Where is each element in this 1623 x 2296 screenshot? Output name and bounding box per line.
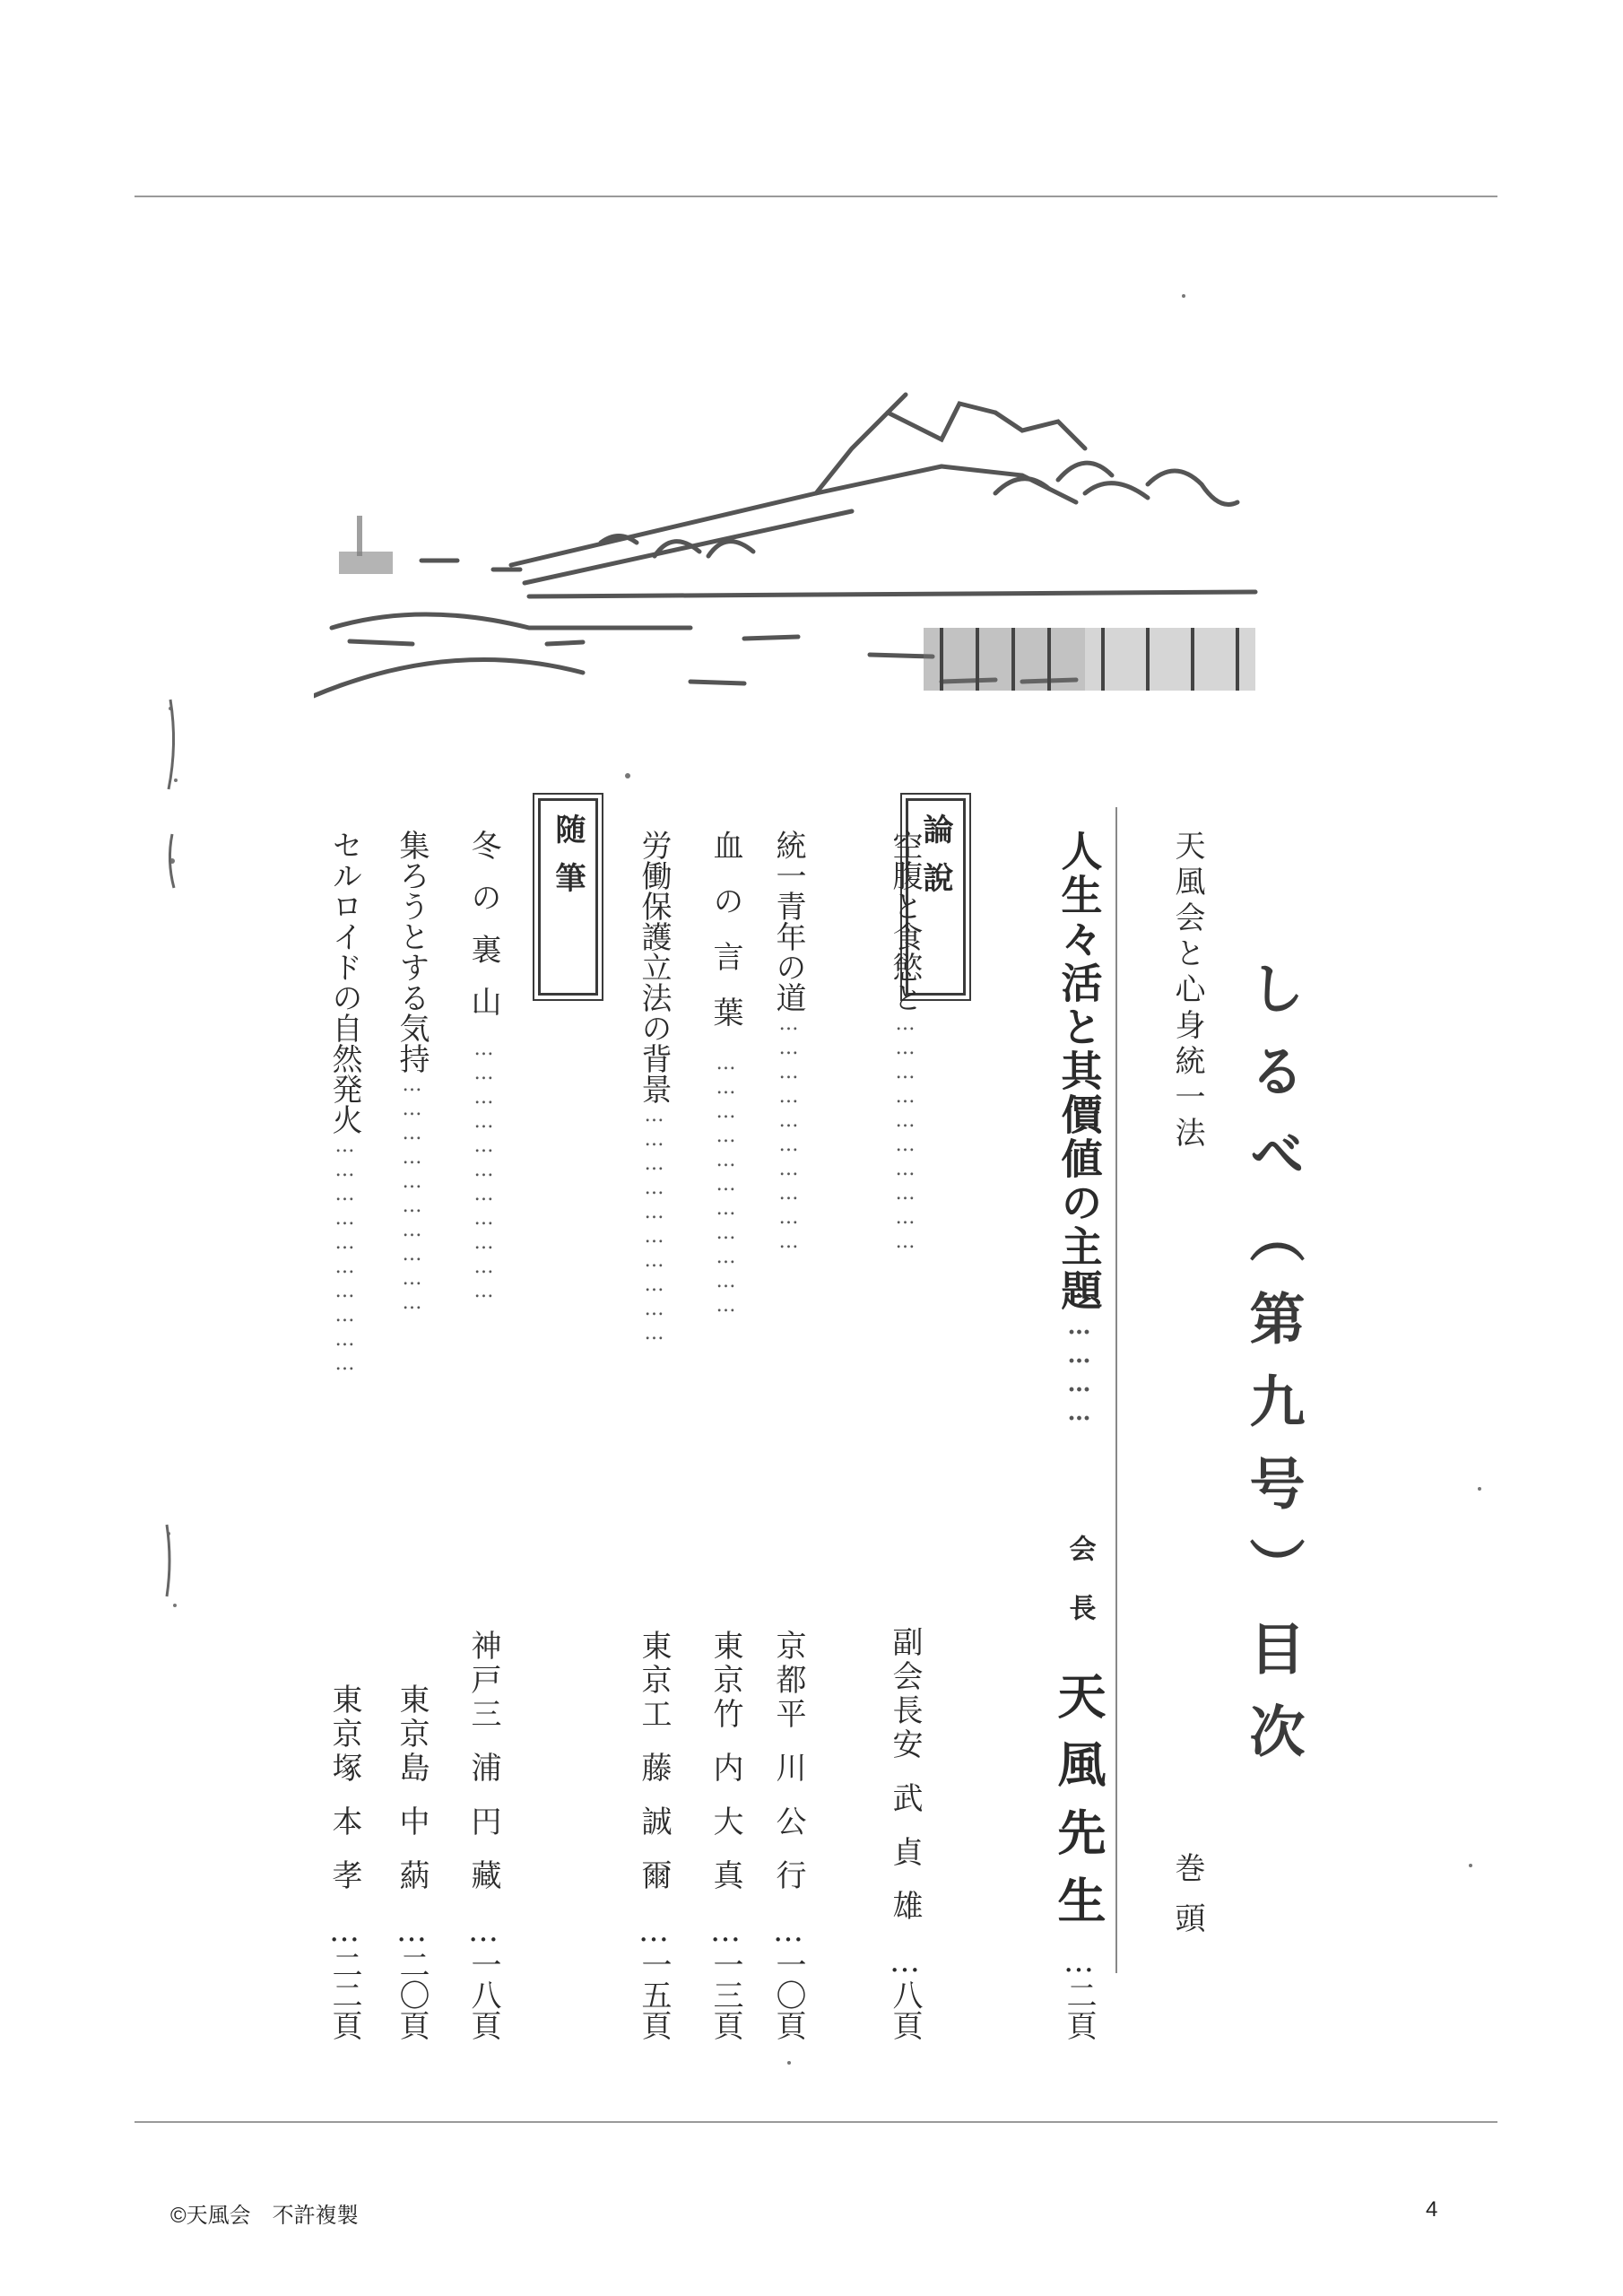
toc-entry[interactable] — [632, 830, 676, 2040]
toc-entry[interactable] — [883, 830, 927, 2040]
author-role: 東京 — [394, 1683, 430, 1752]
leader-dots: …………………………… — [715, 1052, 737, 1318]
author-name: 工藤誠爾 — [636, 1698, 672, 1913]
page-number: …二頁 — [1061, 1944, 1097, 2040]
leader-dots: …………………………… — [473, 1038, 495, 1304]
author-name: 安武貞雄 — [887, 1728, 923, 1944]
author-name: 塚本孝 — [326, 1752, 362, 1913]
copyright-notice: ©天風会 不許複製 — [170, 2204, 359, 2228]
author-role: 東京 — [326, 1683, 362, 1752]
leader-dots: ………………………… — [401, 1074, 423, 1316]
page-number: …一八頁 — [465, 1913, 501, 2040]
author-role: 東京 — [636, 1630, 672, 1698]
section-label-zuihitsu: 随筆 — [538, 798, 598, 996]
toc-entry-lead[interactable] — [1045, 830, 1114, 2040]
leader-dots: ………………………… — [643, 1104, 665, 1346]
page-number: …一五頁 — [636, 1913, 672, 2040]
page-number: …八頁 — [887, 1944, 923, 2040]
author-name: 天風先生 — [1050, 1671, 1107, 1944]
entry-title: 統一青年の道 — [770, 830, 806, 1013]
author-name: 平川公行 — [770, 1698, 806, 1913]
leader-dots: ………… — [1065, 1313, 1093, 1428]
entry-title: 集ろうとする気持 — [394, 830, 430, 1074]
entry-title: セルロイドの自然発火 — [326, 830, 362, 1135]
author-name: 三浦円藏 — [465, 1698, 501, 1913]
toc-subtitle: 天風会と心身統一法 — [1169, 830, 1205, 1152]
author-name: 島中蒳 — [394, 1752, 430, 1913]
toc-entry[interactable] — [390, 830, 434, 2040]
leader-dots: ………………………… — [894, 1013, 916, 1255]
page-number: …一三頁 — [707, 1913, 743, 2040]
author-name: 竹内大真 — [707, 1698, 743, 1913]
author-role: 東京 — [707, 1630, 743, 1698]
page-number: …二〇頁 — [394, 1913, 430, 2040]
author-role: 副会長 — [887, 1626, 923, 1728]
page-number: …一〇頁 — [770, 1913, 806, 2040]
toc-entry[interactable] — [704, 830, 748, 2040]
toc-entry[interactable] — [767, 830, 811, 2040]
page-number-footer: 4 — [1426, 2197, 1438, 2222]
subtitle-page-label: 巻頭 — [1169, 1852, 1205, 1952]
toc-entry[interactable] — [323, 830, 367, 2040]
page-number: …二二頁 — [326, 1913, 362, 2040]
author-role: 神戸 — [465, 1630, 501, 1698]
section-label-ronsetsu: 論說 — [906, 798, 966, 996]
entry-title: 労働保護立法の背景 — [636, 830, 672, 1104]
landscape-illustration — [314, 359, 1381, 718]
author-role: 会長 — [1063, 1535, 1096, 1653]
leader-dots: ………………………… — [334, 1135, 356, 1377]
entry-title: 血の言葉 — [707, 830, 743, 1052]
author-role: 京都 — [770, 1630, 806, 1698]
entry-title: 空腹と食慾と — [887, 830, 923, 1013]
entry-title: 冬の裏山 — [465, 830, 501, 1038]
leader-dots: ………………………… — [777, 1013, 800, 1255]
toc-entry[interactable] — [462, 830, 506, 2040]
page-title: しるべ（第九号）目次 — [1240, 960, 1306, 1785]
entry-title: 人生々活と其價値の主題 — [1055, 830, 1104, 1313]
